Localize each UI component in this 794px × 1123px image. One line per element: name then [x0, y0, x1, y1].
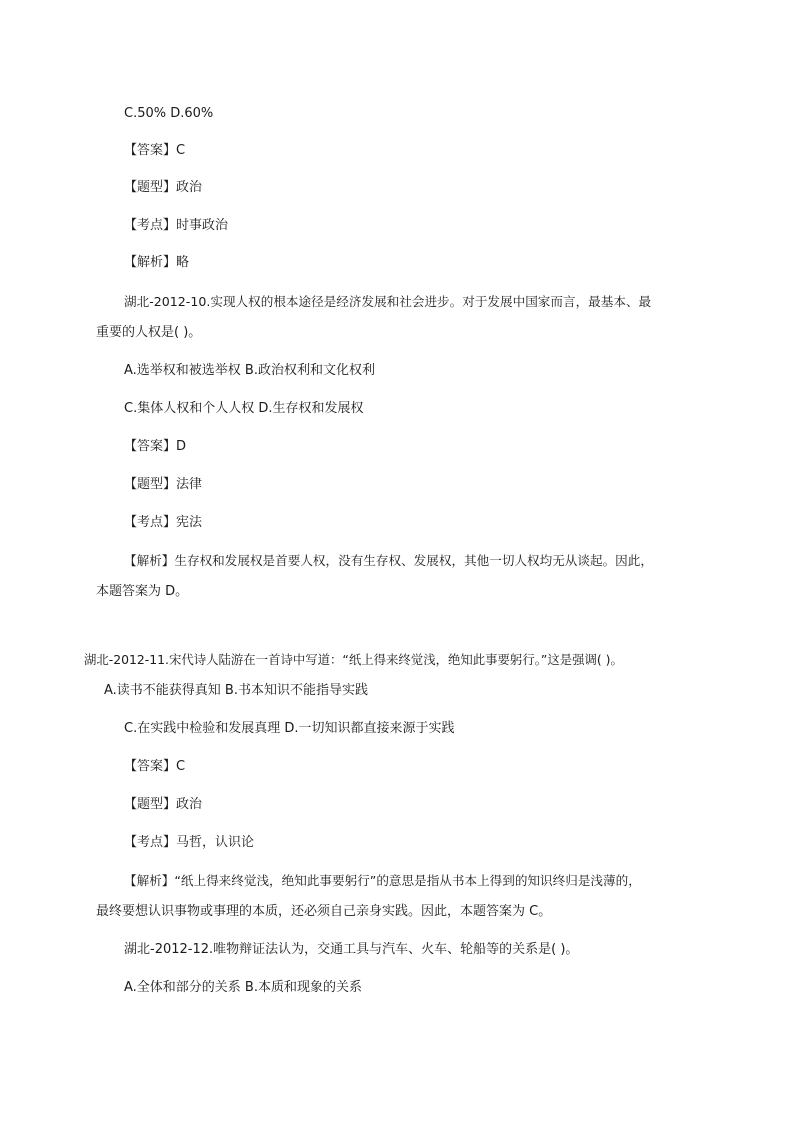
- q9-options-cd: C.50% D.60%: [124, 106, 214, 121]
- q11-analysis-line2: 最终要想认识事物或事理的本质，还必须自己亲身实践。因此，本题答案为 C。: [96, 904, 552, 919]
- q10-stem-line1: 湖北-2012-10.实现人权的根本途径是经济发展和社会进步。对于发展中国家而言，最基本、最: [124, 294, 652, 309]
- point-label: 【考点】: [124, 515, 177, 530]
- q11-answer: [124, 759, 185, 775]
- q11-type: [124, 797, 202, 813]
- answer-value: C: [176, 143, 186, 158]
- answer-label: 【答案】: [124, 759, 177, 774]
- q11-options-ab: A.读书不能获得真知 B.书本知识不能指导实践: [104, 683, 368, 698]
- q9-type: [124, 180, 202, 196]
- q10-answer: [124, 439, 186, 455]
- analysis-value: 生存权和发展权是首要人权，没有生存权、发展权，其他一切人权均无从谈起。因此，: [174, 553, 653, 568]
- q12-options-ab: A.全体和部分的关系 B.本质和现象的关系: [124, 980, 362, 995]
- analysis-label: 【解析】: [124, 553, 175, 568]
- type-value: 法律: [176, 477, 203, 492]
- type-label: 【题型】: [124, 180, 177, 195]
- answer-label: 【答案】: [124, 143, 177, 158]
- q12-stem: 湖北-2012-12.唯物辩证法认为，交通工具与汽车、火车、轮船等的关系是( )。: [124, 942, 579, 957]
- analysis-value: “纸上得来终觉浅，绝知此事要躬行”的意思是指从书本上得到的知识终归是浅薄的，: [174, 873, 641, 888]
- type-label: 【题型】: [124, 477, 177, 492]
- q9-point: [124, 218, 228, 234]
- q10-options-cd: C.集体人权和个人人权 D.生存权和发展权: [124, 401, 364, 416]
- answer-label: 【答案】: [124, 439, 177, 454]
- q11-stem: 湖北-2012-11.宋代诗人陆游在一首诗中写道：“纸上得来终觉浅，绝知此事要躬行。”这是强调( )。: [84, 652, 623, 667]
- type-label: 【题型】: [124, 797, 177, 812]
- analysis-label: 【解析】: [124, 255, 177, 270]
- point-value: 马哲，认识论: [176, 835, 255, 850]
- q10-options-ab: A.选举权和被选举权 B.政治权利和文化权利: [124, 363, 375, 378]
- analysis-label: 【解析】: [124, 873, 175, 888]
- point-value: 时事政治: [176, 218, 229, 233]
- answer-value: D: [176, 439, 187, 454]
- point-value: 宪法: [176, 515, 203, 530]
- type-value: 政治: [176, 180, 203, 195]
- q11-options-cd: C.在实践中检验和发展真理 D.一切知识都直接来源于实践: [124, 721, 455, 736]
- q10-stem-line2: 重要的人权是( )。: [96, 325, 202, 340]
- answer-value: C: [176, 759, 186, 774]
- type-value: 政治: [176, 797, 203, 812]
- q10-analysis-line1: [124, 553, 653, 569]
- q11-analysis-line1: [124, 873, 641, 889]
- q9-analysis: [124, 255, 189, 271]
- point-label: 【考点】: [124, 835, 177, 850]
- q9-answer: [124, 143, 185, 159]
- point-label: 【考点】: [124, 218, 177, 233]
- q11-point: [124, 835, 254, 851]
- q10-type: [124, 477, 202, 493]
- q10-analysis-line2: 本题答案为 D。: [96, 584, 189, 599]
- analysis-value: 略: [176, 255, 190, 270]
- q10-point: [124, 515, 202, 531]
